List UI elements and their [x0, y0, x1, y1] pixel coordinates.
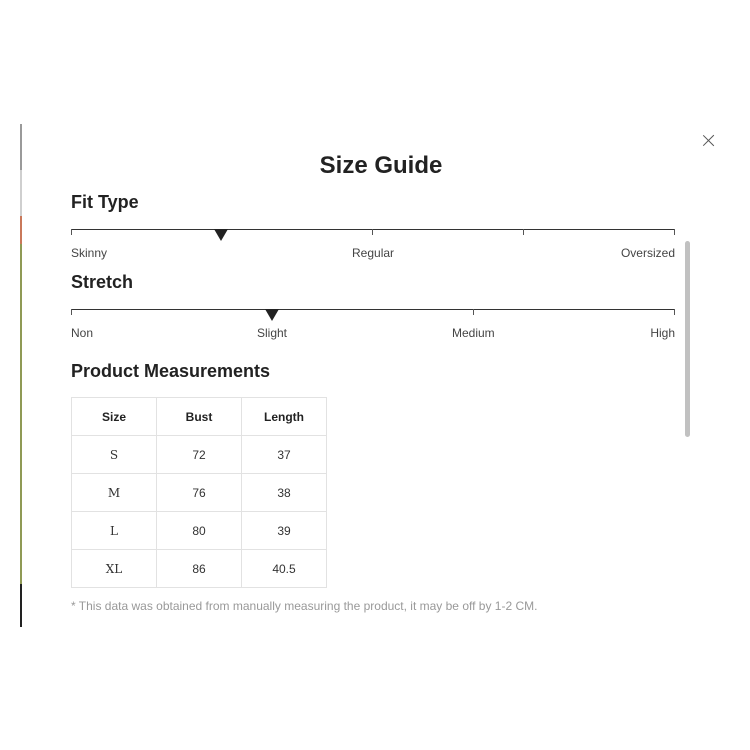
cell-length: 40.5 [242, 550, 327, 588]
background-page-edge [20, 124, 22, 627]
cell-bust: 72 [157, 436, 242, 474]
stretch-marker-icon [265, 309, 279, 321]
table-row [72, 474, 327, 512]
header-size: Size [72, 398, 157, 436]
stretch-label-slight: Slight [257, 326, 288, 340]
cell-size: S [72, 436, 157, 474]
stretch-tick [473, 309, 474, 315]
fit-type-tick [372, 229, 373, 235]
measurements-table [71, 397, 327, 588]
fit-type-label-skinny: Skinny [71, 246, 108, 260]
scrollbar-thumb[interactable] [685, 241, 690, 437]
stretch-tick [71, 309, 72, 315]
stretch-label-non: Non [71, 326, 94, 340]
stretch-label-medium: Medium [452, 326, 495, 340]
table-header-row [72, 398, 327, 436]
fit-type-marker-icon [214, 229, 228, 241]
fit-type-tick [674, 229, 675, 235]
header-length: Length [242, 398, 327, 436]
fit-type-tick [71, 229, 72, 235]
fit-type-label-regular: Regular [352, 246, 395, 260]
fit-type-tick [523, 229, 524, 235]
fit-type-scale-line [71, 229, 675, 230]
stretch-title: Stretch [71, 272, 134, 292]
cell-bust: 80 [157, 512, 242, 550]
table-row [72, 436, 327, 474]
fit-type-label-oversized: Oversized [620, 246, 675, 260]
header-bust: Bust [157, 398, 242, 436]
cell-length: 39 [242, 512, 327, 550]
cell-bust: 76 [157, 474, 242, 512]
close-icon[interactable] [700, 132, 718, 150]
cell-length: 37 [242, 436, 327, 474]
stretch-scale [71, 309, 675, 349]
stretch-scale-line [71, 309, 675, 310]
fit-type-scale [71, 229, 675, 269]
stretch-tick [674, 309, 675, 315]
cell-length: 38 [242, 474, 327, 512]
cell-size: M [72, 474, 157, 512]
cell-size: XL [72, 550, 157, 588]
table-row [72, 512, 327, 550]
measurement-note: * This data was obtained from manually measuring the product, it may be off by 1-2 CM. [71, 599, 538, 613]
cell-bust: 86 [157, 550, 242, 588]
measurements-title: Product Measurements [71, 361, 271, 381]
modal-title: Size Guide [319, 152, 443, 179]
stretch-label-high: High [650, 326, 675, 340]
table-row [72, 550, 327, 588]
fit-type-title: Fit Type [71, 192, 139, 212]
cell-size: L [72, 512, 157, 550]
